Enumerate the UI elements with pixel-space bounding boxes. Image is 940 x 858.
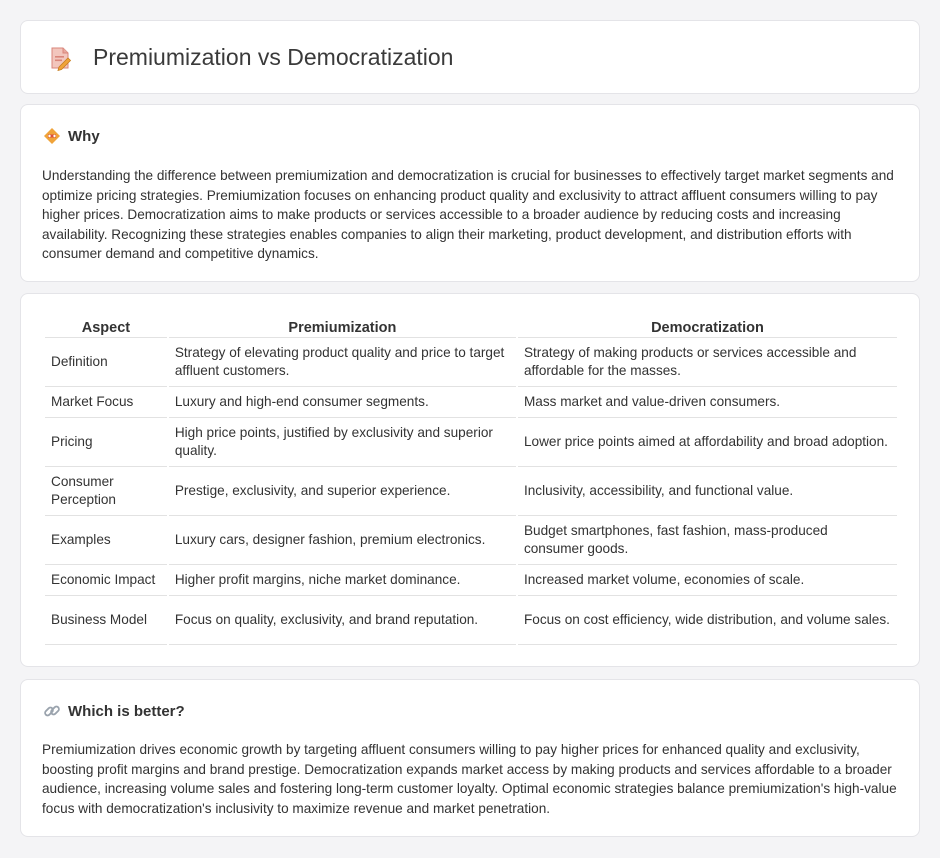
democratization-cell: Strategy of making products or services accessible and affordable for the masses. — [518, 338, 897, 387]
comparison-card — [20, 293, 920, 667]
table-row — [45, 516, 897, 565]
aspect-cell: Consumer Perception — [45, 467, 167, 516]
document-edit-icon — [47, 45, 73, 71]
premiumization-cell: High price points, justified by exclusivity and superior quality. — [169, 418, 516, 467]
better-heading-row — [43, 702, 185, 720]
why-text: Understanding the difference between premiumization and democratization is crucial for businesses to effectively target market segments and optimize pricing strategies. Premiumization focuses on enhancing product quality and exclusivity to attract affluent consumers willing to pay higher prices. Democratization aims to make products or services accessible to a broader audience by reducing costs and increasing availability. Recognizing these strategies enables companies to align their marketing, product development, and distribution efforts with consumer demand and competitive dynamics. — [42, 168, 894, 262]
democratization-cell: Budget smartphones, fast fashion, mass-produced consumer goods. — [518, 516, 897, 565]
table-row — [45, 596, 897, 645]
democratization-cell: Focus on cost efficiency, wide distribution, and volume sales. — [518, 596, 897, 645]
table-row — [45, 418, 897, 467]
why-heading: Why — [68, 127, 100, 145]
aspect-cell: Economic Impact — [45, 565, 167, 596]
table-row — [45, 387, 897, 418]
header-card — [20, 20, 920, 94]
aspect-cell: Market Focus — [45, 387, 167, 418]
democratization-cell: Inclusivity, accessibility, and functional value. — [518, 467, 897, 516]
title-row — [47, 44, 453, 71]
which-is-better-card — [20, 679, 920, 837]
premiumization-cell: Luxury and high-end consumer segments. — [169, 387, 516, 418]
premiumization-cell: Focus on quality, exclusivity, and brand reputation. — [169, 596, 516, 645]
democratization-cell: Mass market and value-driven consumers. — [518, 387, 897, 418]
aspect-cell: Examples — [45, 516, 167, 565]
column-header-democratization: Democratization — [518, 316, 897, 338]
column-header-aspect: Aspect — [45, 316, 167, 338]
premiumization-cell: Prestige, exclusivity, and superior experience. — [169, 467, 516, 516]
comparison-table — [43, 316, 899, 645]
table-row — [45, 467, 897, 516]
table-row — [45, 565, 897, 596]
diamond-sign-icon — [43, 127, 61, 145]
aspect-cell: Definition — [45, 338, 167, 387]
link-icon — [43, 702, 61, 720]
democratization-cell: Increased market volume, economies of scale. — [518, 565, 897, 596]
better-text: Premiumization drives economic growth by targeting affluent consumers willing to pay higher prices for enhanced quality and exclusivity, boosting profit margins and brand prestige. Democratization expands market access by making products and services affordable to a broader audience, increasing volume sales and fostering long-term customer loyalty. Optimal economic strategies balance premiumization's high-value focus with democratization's inclusivity to maximize revenue and market penetration. — [42, 742, 897, 816]
why-card — [20, 104, 920, 282]
why-heading-row — [43, 127, 100, 145]
premiumization-cell: Higher profit margins, niche market dominance. — [169, 565, 516, 596]
aspect-cell: Business Model — [45, 596, 167, 645]
democratization-cell: Lower price points aimed at affordability and broad adoption. — [518, 418, 897, 467]
aspect-cell: Pricing — [45, 418, 167, 467]
premiumization-cell: Luxury cars, designer fashion, premium electronics. — [169, 516, 516, 565]
column-header-premiumization: Premiumization — [169, 316, 516, 338]
page-title: Premiumization vs Democratization — [93, 44, 454, 70]
premiumization-cell: Strategy of elevating product quality and price to target affluent customers. — [169, 338, 516, 387]
better-heading: Which is better? — [68, 702, 185, 720]
table-row — [45, 338, 897, 387]
